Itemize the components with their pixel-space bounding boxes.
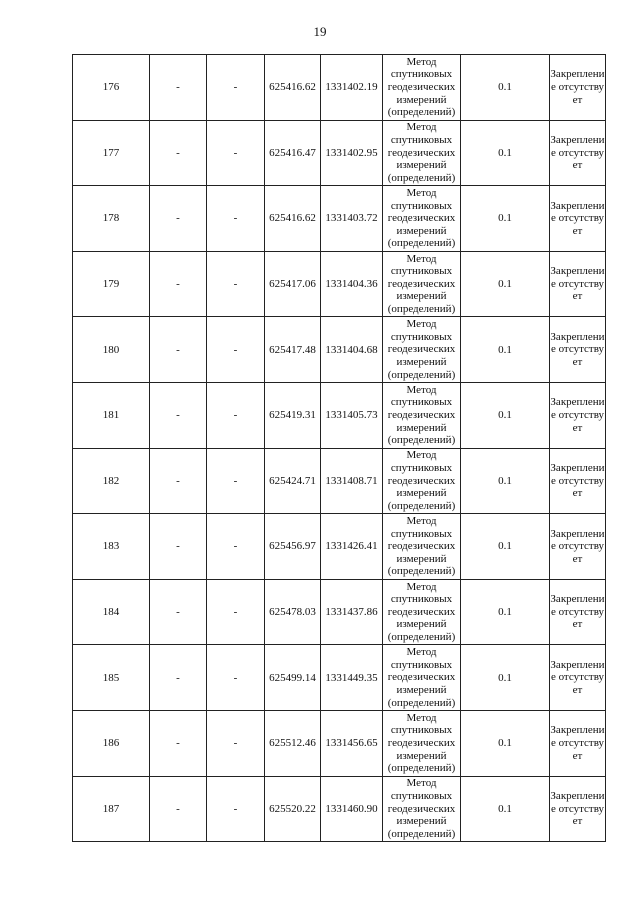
method-line: Метод: [406, 121, 437, 134]
accuracy-cell: 0.1: [461, 317, 550, 383]
table-row: [73, 55, 606, 121]
method-line: измерений: [396, 552, 447, 565]
old-y-cell: -: [207, 317, 265, 383]
page-number: 19: [313, 24, 327, 39]
point-number-cell: 185: [73, 645, 150, 711]
old-y-cell: -: [207, 251, 265, 317]
accuracy-cell: 0.1: [461, 448, 550, 514]
new-x-cell: 625419.31: [265, 382, 321, 448]
method-line: (определений): [387, 368, 456, 381]
point-number-cell: 176: [73, 55, 150, 121]
method-line: (определений): [387, 565, 456, 578]
point-number-cell: 182: [73, 448, 150, 514]
point-number-cell: 179: [73, 251, 150, 317]
table-row: [73, 382, 606, 448]
method-line: Метод: [406, 383, 437, 396]
table-row: [73, 645, 606, 711]
method-cell: [383, 514, 461, 580]
method-line: Метод: [406, 646, 437, 659]
method-line: измерений: [396, 290, 447, 303]
coordinates-table: [72, 54, 606, 842]
new-y-cell: 1331437.86: [321, 579, 383, 645]
method-cell: [383, 382, 461, 448]
method-line: спутниковых: [390, 265, 453, 278]
method-line: (определений): [387, 106, 456, 119]
fixing-cell: Закрепление отсутствует: [550, 186, 606, 252]
method-line: (определений): [387, 696, 456, 709]
fixing-cell: Закрепление отсутствует: [550, 251, 606, 317]
new-y-cell: 1331404.68: [321, 317, 383, 383]
new-y-cell: 1331403.72: [321, 186, 383, 252]
method-line: измерений: [396, 618, 447, 631]
old-x-cell: -: [150, 120, 207, 186]
method-line: Метод: [406, 777, 437, 790]
method-cell: [383, 579, 461, 645]
method-line: геодезических: [387, 802, 456, 815]
method-line: измерений: [396, 224, 447, 237]
method-line: (определений): [387, 499, 456, 512]
new-y-cell: 1331449.35: [321, 645, 383, 711]
method-cell: [383, 710, 461, 776]
old-x-cell: -: [150, 55, 207, 121]
new-x-cell: 625416.62: [265, 186, 321, 252]
method-line: геодезических: [387, 540, 456, 553]
method-line: спутниковых: [390, 461, 453, 474]
old-y-cell: -: [207, 579, 265, 645]
method-line: Метод: [406, 449, 437, 462]
method-line: спутниковых: [390, 593, 453, 606]
old-x-cell: -: [150, 251, 207, 317]
table-row: [73, 120, 606, 186]
fixing-cell: Закрепление отсутствует: [550, 382, 606, 448]
new-x-cell: 625499.14: [265, 645, 321, 711]
fixing-cell: Закрепление отсутствует: [550, 645, 606, 711]
method-line: геодезических: [387, 408, 456, 421]
table-row: [73, 251, 606, 317]
method-cell: [383, 448, 461, 514]
old-x-cell: -: [150, 776, 207, 842]
fixing-cell: Закрепление отсутствует: [550, 120, 606, 186]
old-y-cell: -: [207, 55, 265, 121]
table-row: [73, 514, 606, 580]
method-line: геодезических: [387, 605, 456, 618]
table-row: [73, 710, 606, 776]
method-line: (определений): [387, 302, 456, 315]
method-line: геодезических: [387, 343, 456, 356]
method-line: спутниковых: [390, 724, 453, 737]
method-line: геодезических: [387, 736, 456, 749]
method-line: (определений): [387, 630, 456, 643]
old-y-cell: -: [207, 448, 265, 514]
method-line: геодезических: [387, 212, 456, 225]
method-line: измерений: [396, 159, 447, 172]
fixing-cell: Закрепление отсутствует: [550, 710, 606, 776]
old-x-cell: -: [150, 382, 207, 448]
old-y-cell: -: [207, 645, 265, 711]
fixing-cell: Закрепление отсутствует: [550, 776, 606, 842]
method-line: измерений: [396, 355, 447, 368]
method-line: Метод: [406, 187, 437, 199]
old-x-cell: -: [150, 514, 207, 580]
method-line: измерений: [396, 421, 447, 434]
method-line: (определений): [387, 827, 456, 840]
method-line: (определений): [387, 762, 456, 775]
method-line: Метод: [406, 711, 437, 724]
table-row: [73, 448, 606, 514]
accuracy-cell: 0.1: [461, 382, 550, 448]
method-line: измерений: [396, 683, 447, 696]
old-x-cell: -: [150, 317, 207, 383]
point-number-cell: 183: [73, 514, 150, 580]
new-y-cell: 1331456.65: [321, 710, 383, 776]
old-x-cell: -: [150, 186, 207, 252]
method-cell: [383, 776, 461, 842]
accuracy-cell: 0.1: [461, 776, 550, 842]
fixing-cell: Закрепление отсутствует: [550, 448, 606, 514]
new-x-cell: 625512.46: [265, 710, 321, 776]
method-cell: [383, 251, 461, 317]
method-line: спутниковых: [390, 789, 453, 802]
method-cell: [383, 317, 461, 383]
accuracy-cell: 0.1: [461, 120, 550, 186]
method-line: спутниковых: [390, 658, 453, 671]
method-line: измерений: [396, 815, 447, 828]
new-y-cell: 1331460.90: [321, 776, 383, 842]
point-number-cell: 180: [73, 317, 150, 383]
old-y-cell: -: [207, 710, 265, 776]
method-line: спутниковых: [390, 68, 453, 81]
new-y-cell: 1331402.19: [321, 55, 383, 121]
method-line: Метод: [406, 580, 437, 593]
new-x-cell: 625416.62: [265, 55, 321, 121]
table-row: [73, 186, 606, 252]
accuracy-cell: 0.1: [461, 514, 550, 580]
method-cell: [383, 55, 461, 121]
method-line: Метод: [406, 318, 437, 331]
method-line: геодезических: [387, 277, 456, 290]
accuracy-cell: 0.1: [461, 710, 550, 776]
method-line: спутниковых: [390, 330, 453, 343]
method-line: измерений: [396, 487, 447, 500]
new-y-cell: 1331405.73: [321, 382, 383, 448]
old-y-cell: -: [207, 776, 265, 842]
method-line: спутниковых: [390, 134, 453, 146]
new-x-cell: 625520.22: [265, 776, 321, 842]
new-x-cell: 625456.97: [265, 514, 321, 580]
method-line: Метод: [406, 252, 437, 265]
new-x-cell: 625417.06: [265, 251, 321, 317]
fixing-cell: Закрепление отсутствует: [550, 317, 606, 383]
method-line: спутниковых: [390, 396, 453, 409]
fixing-cell: Закрепление отсутствует: [550, 514, 606, 580]
method-line: (определений): [387, 434, 456, 447]
new-y-cell: 1331408.71: [321, 448, 383, 514]
accuracy-cell: 0.1: [461, 55, 550, 121]
new-y-cell: 1331426.41: [321, 514, 383, 580]
method-line: (определений): [387, 171, 456, 184]
accuracy-cell: 0.1: [461, 645, 550, 711]
new-x-cell: 625417.48: [265, 317, 321, 383]
old-y-cell: -: [207, 186, 265, 252]
point-number-cell: 184: [73, 579, 150, 645]
old-y-cell: -: [207, 514, 265, 580]
new-y-cell: 1331402.95: [321, 120, 383, 186]
method-cell: [383, 186, 461, 252]
fixing-cell: Закрепление отсутствует: [550, 579, 606, 645]
point-number-cell: 177: [73, 120, 150, 186]
method-line: измерений: [396, 749, 447, 762]
method-line: геодезических: [387, 146, 456, 159]
point-number-cell: 186: [73, 710, 150, 776]
method-cell: [383, 645, 461, 711]
table-row: [73, 579, 606, 645]
table-row: [73, 317, 606, 383]
method-line: геодезических: [387, 671, 456, 684]
table-body: [73, 55, 606, 842]
old-y-cell: -: [207, 120, 265, 186]
new-x-cell: 625424.71: [265, 448, 321, 514]
point-number-cell: 181: [73, 382, 150, 448]
old-x-cell: -: [150, 710, 207, 776]
accuracy-cell: 0.1: [461, 186, 550, 252]
new-y-cell: 1331404.36: [321, 251, 383, 317]
method-cell: [383, 120, 461, 186]
method-line: спутниковых: [390, 199, 453, 212]
old-x-cell: -: [150, 579, 207, 645]
point-number-cell: 187: [73, 776, 150, 842]
old-x-cell: -: [150, 448, 207, 514]
method-line: спутниковых: [390, 527, 453, 540]
method-line: (определений): [387, 237, 456, 250]
fixing-cell: Закрепление отсутствует: [550, 55, 606, 121]
old-y-cell: -: [207, 382, 265, 448]
old-x-cell: -: [150, 645, 207, 711]
new-x-cell: 625478.03: [265, 579, 321, 645]
accuracy-cell: 0.1: [461, 251, 550, 317]
new-x-cell: 625416.47: [265, 120, 321, 186]
accuracy-cell: 0.1: [461, 579, 550, 645]
method-line: измерений: [396, 93, 447, 106]
method-line: Метод: [406, 514, 437, 527]
method-line: геодезических: [387, 474, 456, 487]
method-line: Метод: [406, 55, 437, 68]
point-number-cell: 178: [73, 186, 150, 252]
method-line: геодезических: [387, 81, 456, 93]
table-row: [73, 776, 606, 842]
